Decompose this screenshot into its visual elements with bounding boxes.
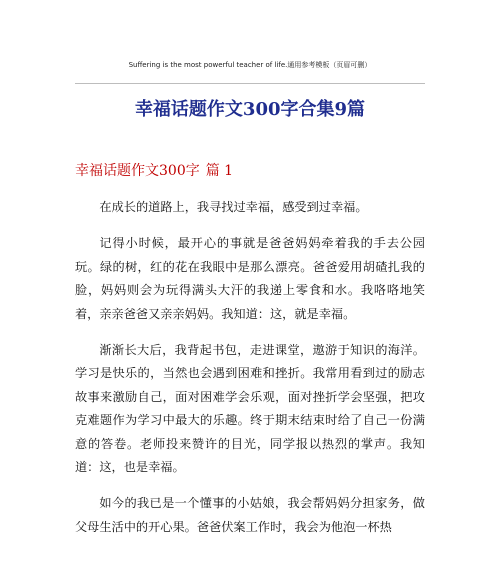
- paragraph-3: 渐渐长大后，我背起书包，走进课堂，遨游于知识的海洋。学习是快乐的，当然也会遇到困难和挫折。我常用看到过的励志故事来激励自己，面对困难学会乐观，面对挫折学会坚强，把攻克难题作为学习中最大的乐趣。终于期末结束时给了自己一份满意的答卷。老师投来赞许的目光，同学报以热烈的掌声。我知道：这，也是幸福。: [75, 343, 425, 475]
- paragraph-2: 记得小时候，最开心的事就是爸爸妈妈牵着我的手去公园玩。绿的树，红的花在我眼中是那么漂亮。爸爸爱用胡碴扎我的脸，妈妈则会为玩得满头大汗的我递上零食和水。我咯咯地笑着，亲亲爸爸又亲亲妈妈。我知道：这，就是幸福。: [75, 236, 425, 321]
- section-heading: [75, 161, 233, 181]
- paragraph-4: 如今的我已是一个懂事的小姑娘，我会帮妈妈分担家务，做父母生活中的开心果。爸爸伏案工作时，我会为他泡一杯热: [75, 496, 425, 534]
- header-divider: [75, 83, 425, 84]
- paragraph-1: 在成长的道路上，我寻找过幸福，感受到过幸福。: [99, 200, 368, 214]
- document-title: 幸福话题作文300字合集9篇: [134, 99, 366, 120]
- body-text: [75, 196, 425, 552]
- section-heading-text: 幸福话题作文300字: [75, 163, 200, 179]
- running-header: Suffering is the most powerful teacher of life.通用参考模板（页眉可删）: [128, 61, 372, 69]
- section-number: 篇 1: [205, 163, 234, 179]
